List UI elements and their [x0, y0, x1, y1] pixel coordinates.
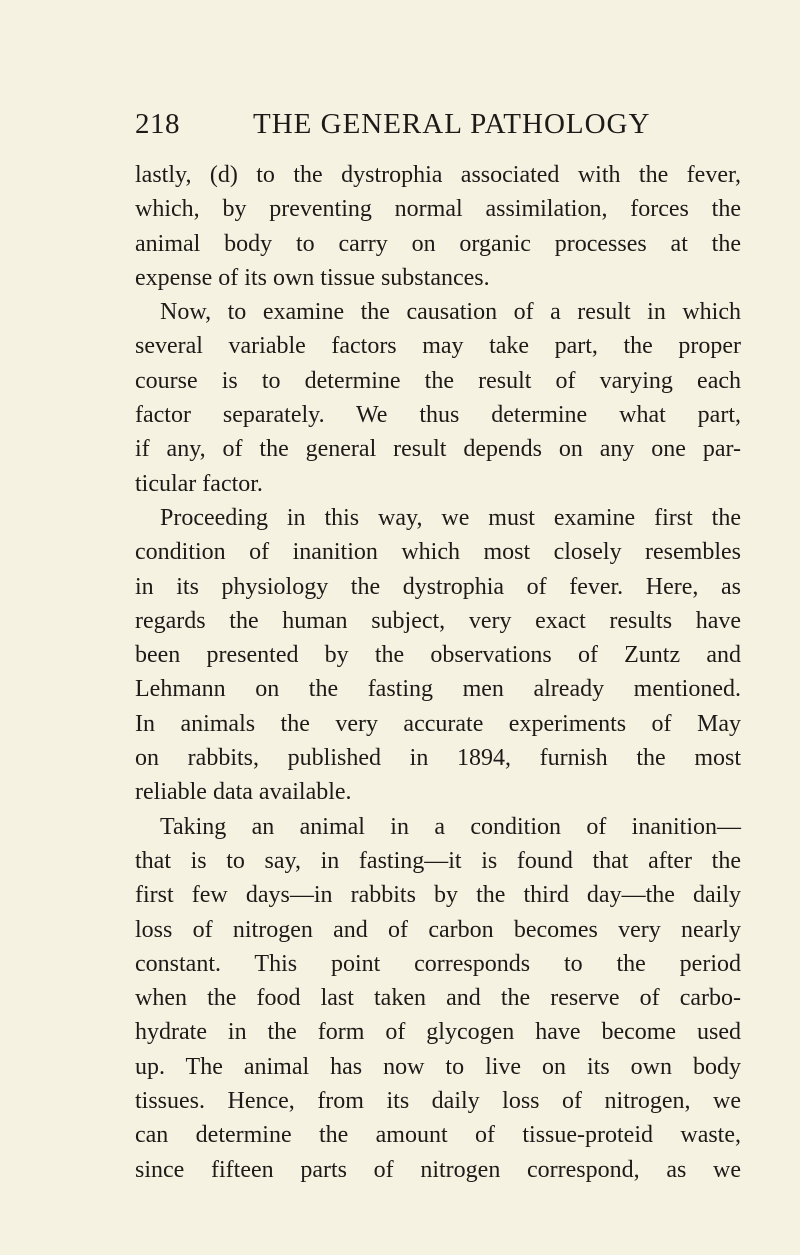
text-line: lastly, (d) to the dystrophia associated with the fever,: [135, 162, 741, 188]
text-line: up. The animal has now to live on its own body: [135, 1053, 741, 1080]
text-line: Lehmann on the fasting men already mentioned.: [135, 676, 741, 703]
text-line: constant. This point corresponds to the period: [135, 950, 741, 977]
text-line: can determine the amount of tissue-proteid waste,: [135, 1122, 741, 1149]
running-title: THE GENERAL PATHOLOGY: [253, 108, 651, 140]
text-line: since fifteen parts of nitrogen correspond, as we: [135, 1156, 741, 1183]
text-line: Now, to examine the causation of a result in which: [160, 299, 741, 326]
text-line: several variable factors may take part, the proper: [135, 333, 741, 360]
text-line: first few days—in rabbits by the third day—the daily: [135, 882, 741, 909]
text-line: regards the human subject, very exact results have: [135, 607, 741, 634]
text-line: ticular factor.: [135, 470, 263, 497]
text-line: condition of inanition which most closely resembles: [135, 539, 741, 566]
text-line: when the food last taken and the reserve of carbo-: [135, 985, 741, 1012]
page-number: 218: [135, 108, 180, 140]
text-line: been presented by the observations of Zuntz and: [135, 642, 741, 669]
text-line: In animals the very accurate experiments of May: [135, 710, 741, 737]
text-line: on rabbits, published in 1894, furnish the most: [135, 745, 741, 772]
text-line: hydrate in the form of glycogen have become used: [135, 1019, 741, 1046]
text-line: Proceeding in this way, we must examine first the: [160, 504, 741, 531]
text-line: which, by preventing normal assimilation, forces the: [135, 196, 741, 223]
text-line: animal body to carry on organic processes at the: [135, 230, 741, 257]
text-line: if any, of the general result depends on any one par-: [135, 436, 741, 463]
text-line: that is to say, in fasting—it is found that after the: [135, 847, 741, 874]
text-line: tissues. Hence, from its daily loss of nitrogen, we: [135, 1088, 741, 1115]
text-line: factor separately. We thus determine what part,: [135, 402, 741, 429]
text-line: course is to determine the result of varying each: [135, 367, 741, 394]
text-line: loss of nitrogen and of carbon becomes very nearly: [135, 916, 741, 943]
text-line: expense of its own tissue substances.: [135, 264, 490, 291]
body-text: [135, 158, 741, 1187]
text-line: Taking an animal in a condition of inanition—: [160, 813, 741, 840]
page-header: [135, 104, 695, 144]
text-line: reliable data available.: [135, 779, 352, 806]
text-line: in its physiology the dystrophia of fever. Here, as: [135, 573, 741, 600]
